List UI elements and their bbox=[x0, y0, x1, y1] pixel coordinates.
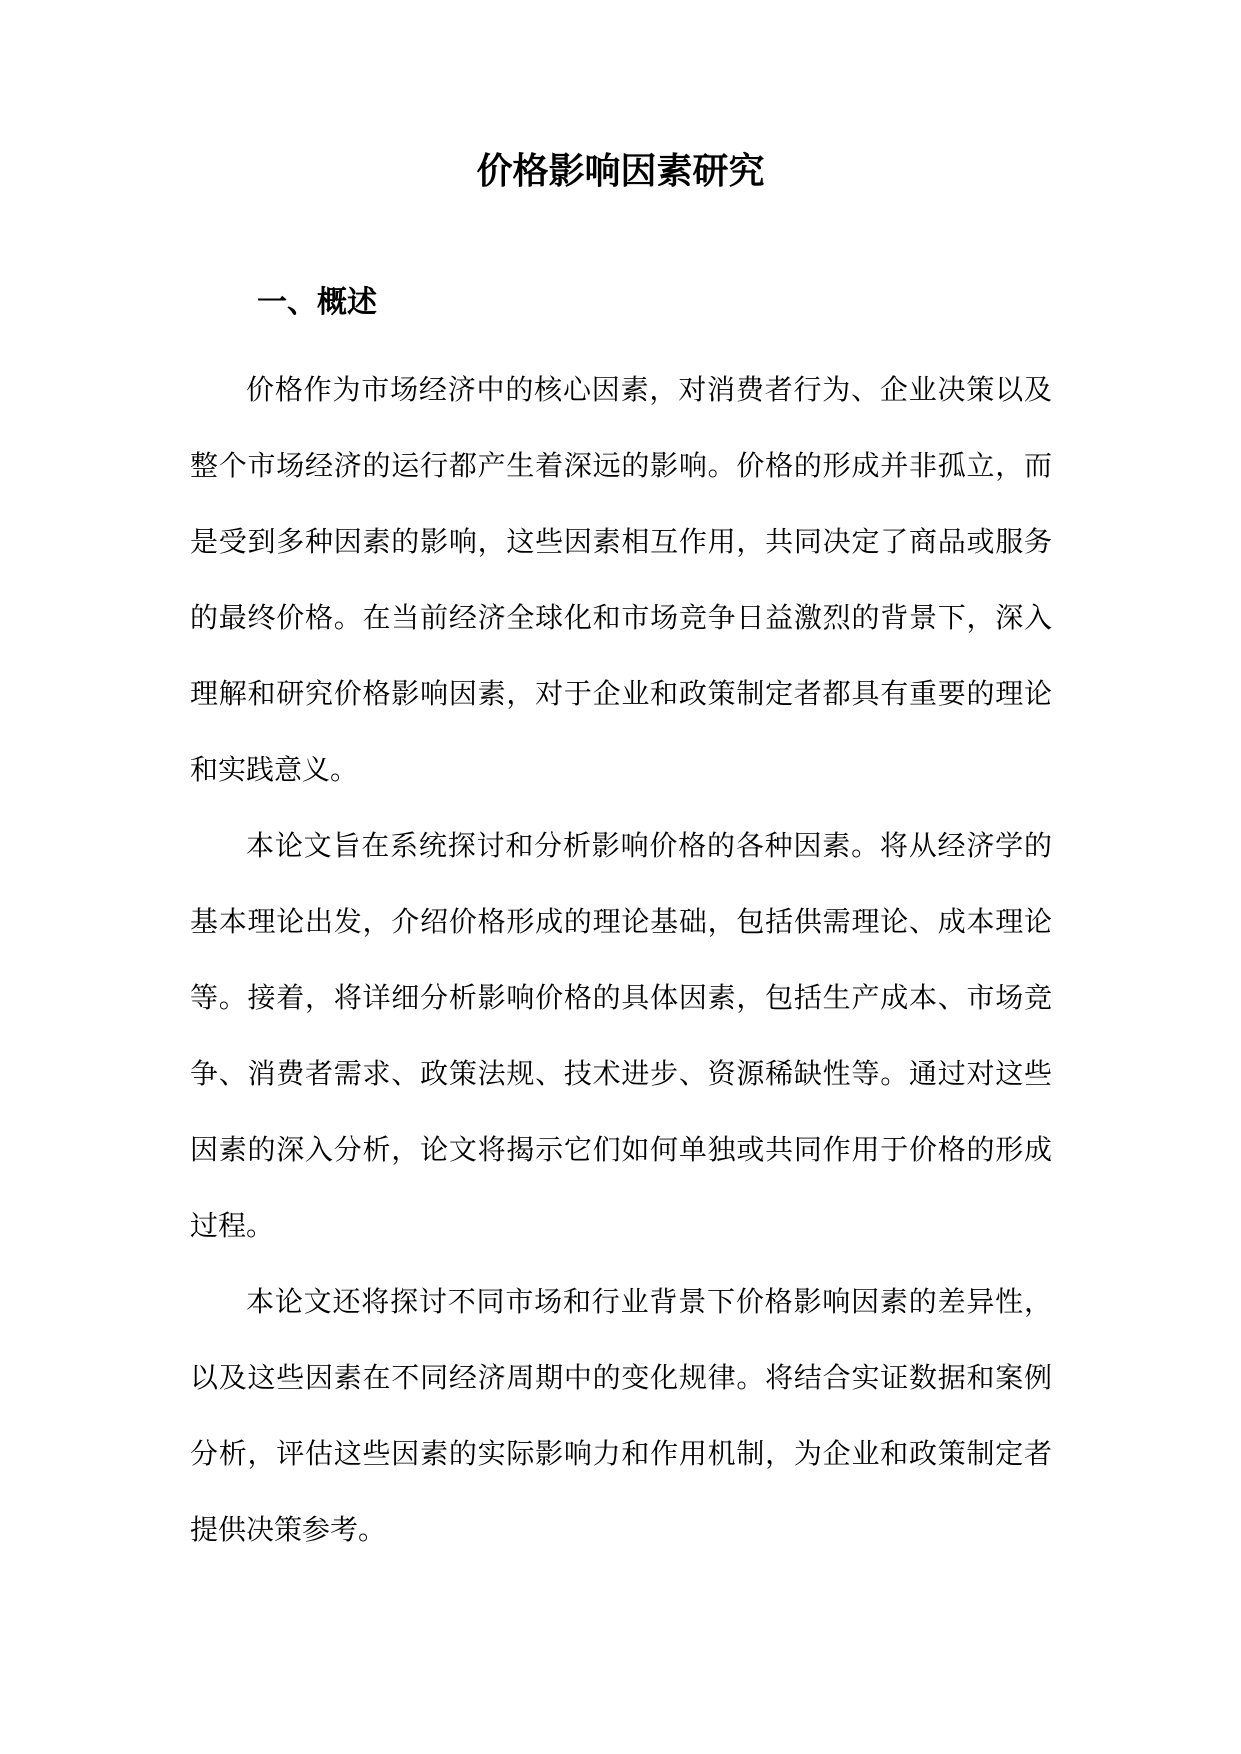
paragraph-3: 本论文还将探讨不同市场和行业背景下价格影响因素的差异性，以及这些因素在不同经济周期中的变化规律。将结合实证数据和案例分析，评估这些因素的实际影响力和作用机制，为企业和政策制定者提供决策参考。 bbox=[190, 1285, 1052, 1546]
section-heading: 一、概述 bbox=[257, 285, 377, 320]
paragraph-1: 价格作为市场经济中的核心因素，对消费者行为、企业决策以及整个市场经济的运行都产生着深远的影响。价格的形成并非孤立，而是受到多种因素的影响，这些因素相互作用，共同决定了商品或服务的最终价格。在当前经济全球化和市场竞争日益激烈的背景下，深入理解和研究价格影响因素，对于企业和政策制定者都具有重要的理论和实践意义。 bbox=[190, 373, 1052, 786]
paragraph-2: 本论文旨在系统探讨和分析影响价格的各种因素。将从经济学的基本理论出发，介绍价格形成的理论基础，包括供需理论、成本理论等。接着，将详细分析影响价格的具体因素，包括生产成本、市场竞争、消费者需求、政策法规、技术进步、资源稀缺性等。通过对这些因素的深入分析，论文将揭示它们如何单独或共同作用于价格的形成过程。 bbox=[190, 829, 1052, 1242]
document-title: 价格影响因素研究 bbox=[476, 151, 765, 192]
